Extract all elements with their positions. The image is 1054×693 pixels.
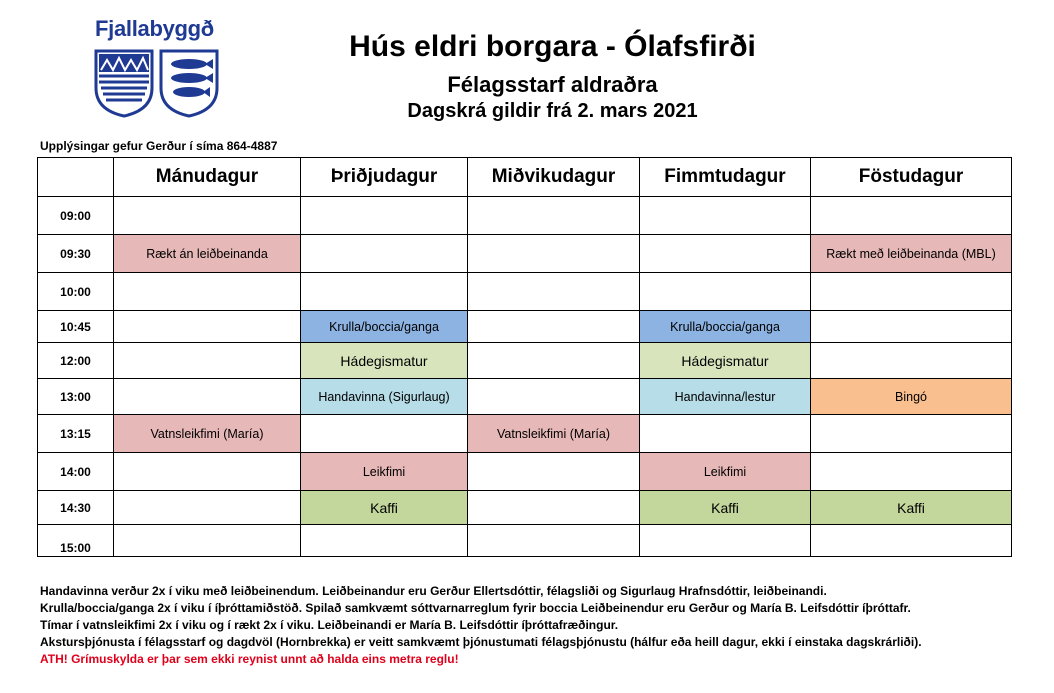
activity-cell	[468, 343, 640, 379]
activity-cell	[301, 235, 468, 273]
activity-cell	[811, 415, 1012, 453]
contact-info: Upplýsingar gefur Gerður í síma 864-4887	[40, 139, 278, 153]
activity-cell	[114, 197, 301, 235]
activity-cell: Leikfimi	[640, 453, 811, 491]
table-row	[38, 235, 1012, 273]
activity-cell	[811, 453, 1012, 491]
activity-cell	[468, 235, 640, 273]
time-cell: 10:00	[38, 273, 114, 311]
activity-cell: Handavinna (Sigurlaug)	[301, 379, 468, 415]
time-cell: 10:45	[38, 311, 114, 343]
activity-cell	[811, 197, 1012, 235]
activity-cell	[640, 525, 811, 557]
time-cell: 09:00	[38, 197, 114, 235]
time-cell: 12:00	[38, 343, 114, 379]
time-cell: 13:00	[38, 379, 114, 415]
activity-cell	[468, 197, 640, 235]
activity-cell	[301, 415, 468, 453]
note-line: Handavinna verður 2x í viku með leiðbeinendum. Leiðbeinandur eru Gerður Ellertsdóttir, félagsliði og Sigurlaug Hrafnsdóttir, leiðbeinandi.	[40, 584, 827, 598]
time-cell: 14:30	[38, 491, 114, 525]
weekly-schedule-table	[37, 157, 1012, 557]
logo-wordmark: Fjallabyggð	[95, 16, 214, 41]
activity-cell	[640, 273, 811, 311]
activity-cell	[114, 491, 301, 525]
time-column-header	[38, 158, 114, 197]
note-line: Krulla/boccia/ganga 2x í viku í íþróttamiðstöð. Spilað samkvæmt sóttvarnarreglum fyrir boccia Leiðbeinendur eru Gerður og María B. Leifsdóttir íþróttafr.	[40, 601, 911, 615]
day-header-monday: Mánudagur	[114, 158, 301, 197]
time-cell: 15:00	[38, 525, 114, 557]
table-row	[38, 453, 1012, 491]
table-header-row	[38, 158, 1012, 197]
time-cell: 14:00	[38, 453, 114, 491]
activity-cell	[114, 453, 301, 491]
activity-cell	[811, 525, 1012, 557]
activity-cell: Bingó	[811, 379, 1012, 415]
activity-cell: Vatnsleikfimi (María)	[114, 415, 301, 453]
notes-section	[40, 583, 1040, 668]
activity-cell: Leikfimi	[301, 453, 468, 491]
activity-cell	[468, 273, 640, 311]
activity-cell	[114, 311, 301, 343]
activity-cell	[301, 197, 468, 235]
activity-cell: Rækt með leiðbeinanda (MBL)	[811, 235, 1012, 273]
page-title: Hús eldri borgara - Ólafsfirði	[349, 30, 756, 63]
valid-from-date: Dagskrá gildir frá 2. mars 2021	[407, 100, 698, 122]
table-row	[38, 379, 1012, 415]
activity-cell	[640, 197, 811, 235]
table-row	[38, 491, 1012, 525]
activity-cell: Kaffi	[640, 491, 811, 525]
table-row	[38, 343, 1012, 379]
activity-cell	[114, 379, 301, 415]
day-header-tuesday: Þriðjudagur	[301, 158, 468, 197]
activity-cell	[468, 491, 640, 525]
activity-cell: Hádegismatur	[301, 343, 468, 379]
time-cell: 13:15	[38, 415, 114, 453]
activity-cell	[811, 311, 1012, 343]
activity-cell	[811, 343, 1012, 379]
table-row	[38, 415, 1012, 453]
day-header-wednesday: Miðvikudagur	[468, 158, 640, 197]
activity-cell: Krulla/boccia/ganga	[640, 311, 811, 343]
note-line: Tímar í vatnsleikfimi 2x í viku og í rækt 2x í viku. Leiðbeinandi er María B. Leifsdóttir íþróttafræðingur.	[40, 618, 619, 632]
day-header-friday: Föstudagur	[811, 158, 1012, 197]
activity-cell	[468, 379, 640, 415]
activity-cell	[640, 415, 811, 453]
activity-cell	[468, 453, 640, 491]
table-row	[38, 525, 1012, 557]
day-header-thursday: Fimmtudagur	[640, 158, 811, 197]
activity-cell: Rækt án leiðbeinanda	[114, 235, 301, 273]
warning-note: ATH! Grímuskylda er þar sem ekki reynist unnt að halda eins metra reglu!	[40, 652, 459, 666]
note-line: Akstursþjónusta í félagsstarf og dagdvöl (Hornbrekka) er veitt samkvæmt þjónustumati félagsþjónustu (hálfur eða heill dagur, ekki í einstaka dagskrárliði).	[40, 635, 922, 649]
activity-cell	[114, 343, 301, 379]
table-row	[38, 311, 1012, 343]
time-cell: 09:30	[38, 235, 114, 273]
table-row	[38, 197, 1012, 235]
activity-cell	[114, 525, 301, 557]
activity-cell	[301, 273, 468, 311]
activity-cell	[114, 273, 301, 311]
table-row	[38, 273, 1012, 311]
activity-cell: Handavinna/lestur	[640, 379, 811, 415]
activity-cell: Hádegismatur	[640, 343, 811, 379]
activity-cell: Kaffi	[301, 491, 468, 525]
activity-cell: Krulla/boccia/ganga	[301, 311, 468, 343]
activity-cell	[468, 311, 640, 343]
activity-cell	[468, 525, 640, 557]
activity-cell	[301, 525, 468, 557]
activity-cell: Vatnsleikfimi (María)	[468, 415, 640, 453]
page-subtitle: Félagsstarf aldraðra	[447, 72, 658, 97]
activity-cell: Kaffi	[811, 491, 1012, 525]
activity-cell	[811, 273, 1012, 311]
activity-cell	[640, 235, 811, 273]
